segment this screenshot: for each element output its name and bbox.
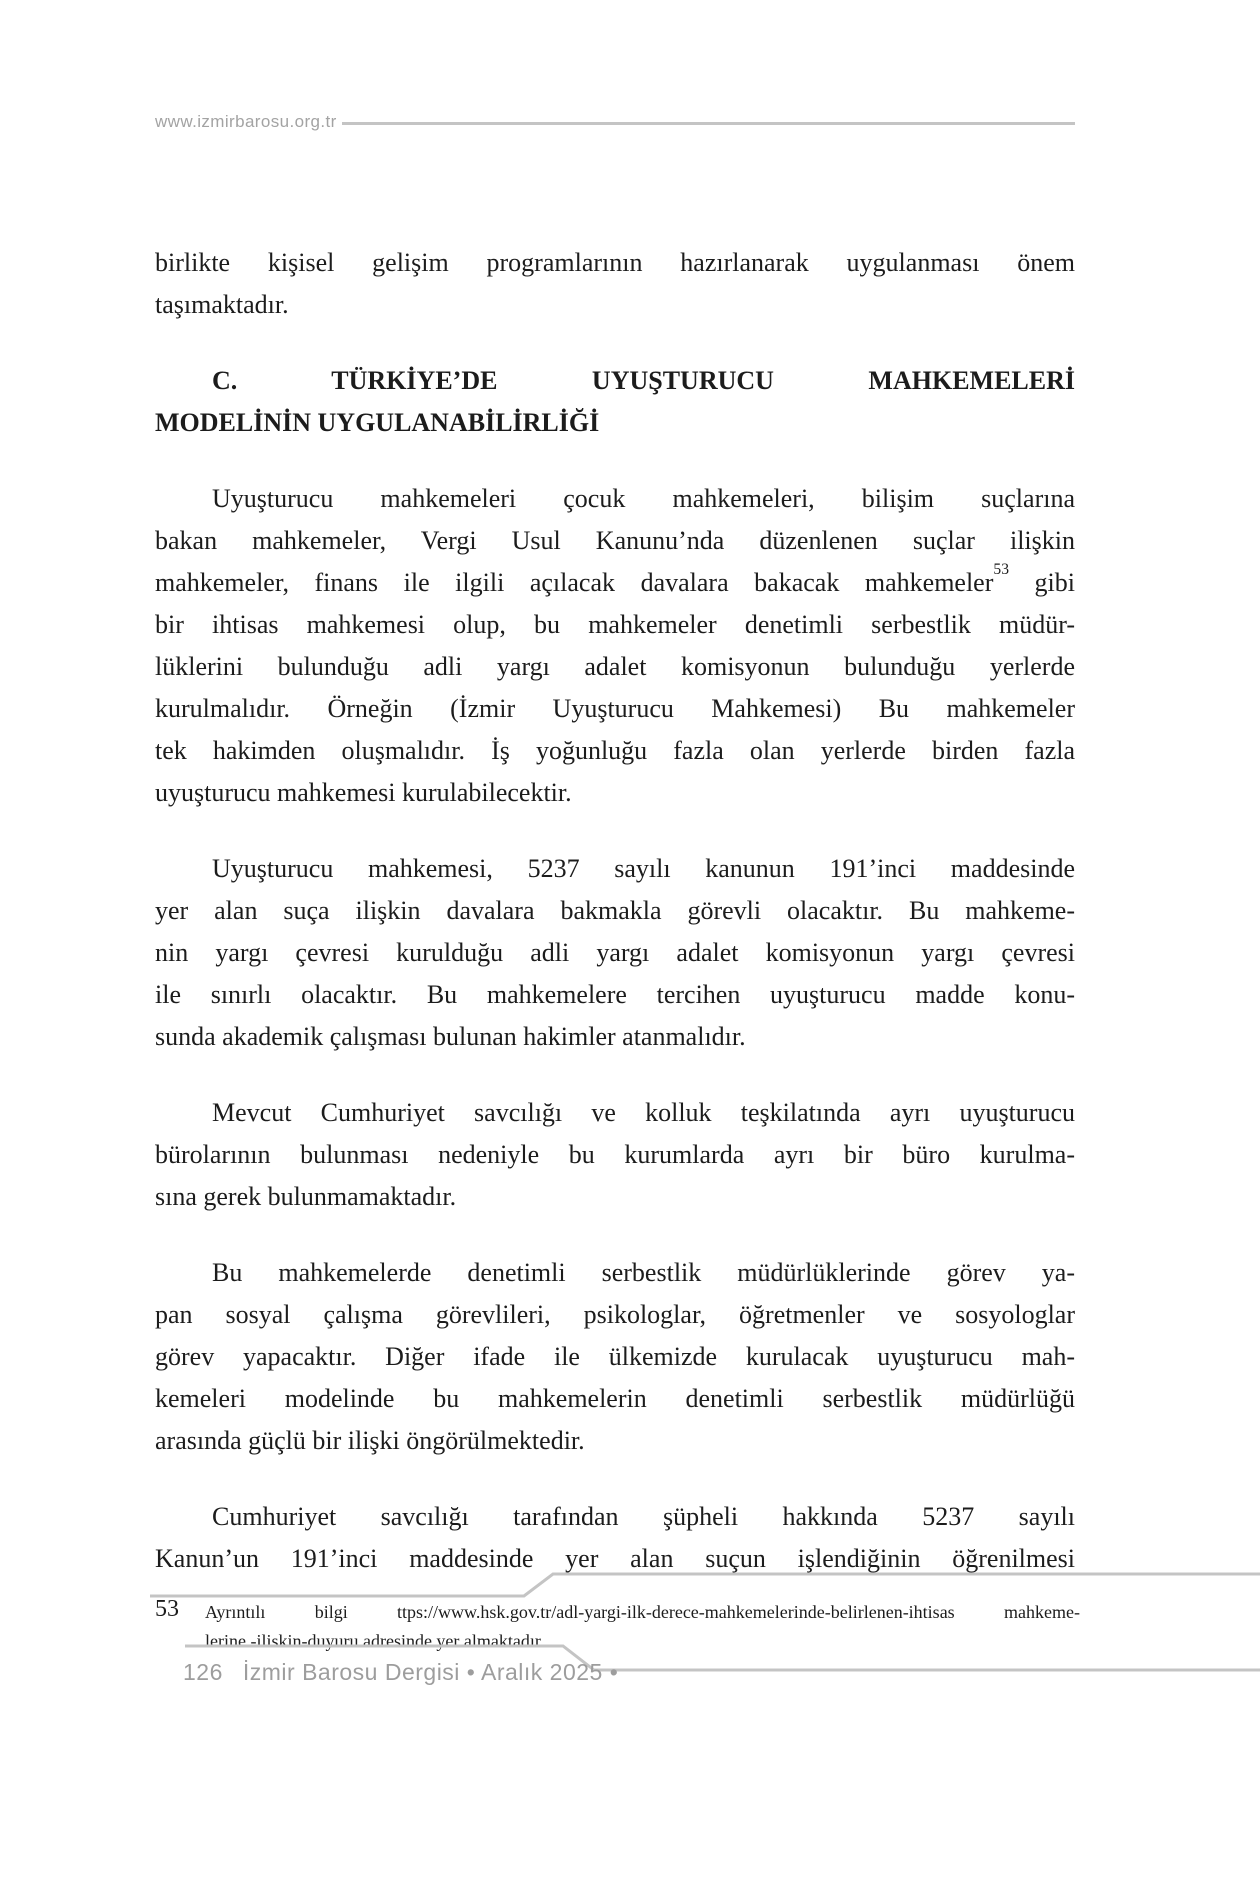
text-line: C. TÜRKİYE’DE UYUŞTURUCU MAHKEMELERİ: [212, 366, 1075, 395]
continuation-paragraph: [155, 242, 1075, 326]
text-line: kemeleri modelinde bu mahkemelerin denetimli serbestlik müdürlüğü: [155, 1384, 1075, 1413]
text-line: Uyuşturucu mahkemeleri çocuk mahkemeleri, bilişim suçlarına: [212, 484, 1075, 513]
text-line: bir ihtisas mahkemesi olup, bu mahkemeler denetimli serbestlik müdür-: [155, 610, 1075, 639]
footer-page-number: 126: [183, 1659, 223, 1685]
text-line: tek hakimden oluşmalıdır. İş yoğunluğu fazla olan yerlerde birden fazla: [155, 736, 1075, 765]
text-line: ile sınırlı olacaktır. Bu mahkemelere tercihen uyuşturucu madde konu-: [155, 980, 1075, 1009]
text-line: Ayrıntılı bilgi ttps://www.hsk.gov.tr/adl-yargi-ilk-derece-mahkemelerinde-belirlenen-ihtisas mahkeme-: [205, 1602, 1080, 1622]
paragraph: [155, 478, 1075, 814]
text-line: kurulmalıdır. Örneğin (İzmir Uyuşturucu Mahkemesi) Bu mahkemeler: [155, 694, 1075, 723]
text-segment: gibi: [1008, 568, 1075, 597]
header-rule: [342, 122, 1075, 125]
text-line: Cumhuriyet savcılığı tarafından şüpheli hakkında 5237 sayılı: [212, 1502, 1075, 1531]
text-line: nin yargı çevresi kurulduğu adli yargı adalet komisyonun yargı çevresi: [155, 938, 1075, 967]
text-line: lüklerini bulunduğu adli yargı adalet komisyonun bulunduğu yerlerde: [155, 652, 1075, 681]
text-line: MODELİNİN UYGULANABİLİRLİĞİ: [155, 408, 600, 437]
text-line: yer alan suça ilişkin davalara bakmakla görevli olacaktır. Bu mahkeme-: [155, 896, 1075, 925]
text-line: Uyuşturucu mahkemesi, 5237 sayılı kanunun 191’inci maddesinde: [212, 854, 1075, 883]
text-line: taşımaktadır.: [155, 290, 289, 319]
page-footer: [183, 1659, 618, 1686]
text-line: Bu mahkemelerde denetimli serbestlik müdürlüklerinde görev ya-: [212, 1258, 1075, 1287]
footer-journal-title: İzmir Barosu Dergisi • Aralık 2025 •: [242, 1659, 619, 1685]
footnote-reference: 53: [993, 561, 1009, 579]
text-line: uyuşturucu mahkemesi kurulabilecektir.: [155, 778, 572, 807]
text-line: bakan mahkemeler, Vergi Usul Kanunu’nda düzenlenen suçlar ilişkin: [155, 526, 1075, 555]
text-line: birlikte kişisel gelişim programlarının hazırlanarak uygulanması önem: [155, 248, 1075, 277]
text-line: [155, 562, 1075, 604]
text-line: Kanun’un 191’inci maddesinde yer alan suçun işlendiğinin öğrenilmesi: [155, 1544, 1075, 1573]
section-heading: [155, 360, 1075, 444]
paragraph: [155, 1092, 1075, 1218]
paragraph: [155, 848, 1075, 1058]
text-line: görev yapacaktır. Diğer ifade ile ülkemizde kurulacak uyuşturucu mah-: [155, 1342, 1075, 1371]
footnote-number: 53: [155, 1596, 179, 1622]
header-site-url: www.izmirbarosu.org.tr: [155, 112, 337, 131]
text-line: Mevcut Cumhuriyet savcılığı ve kolluk teşkilatında ayrı uyuşturucu: [212, 1098, 1075, 1127]
text-line: bürolarının bulunması nedeniyle bu kurumlarda ayrı bir büro kurulma-: [155, 1140, 1075, 1169]
text-line: sına gerek bulunmamaktadır.: [155, 1182, 457, 1211]
text-line: sunda akademik çalışması bulunan hakimler atanmalıdır.: [155, 1022, 746, 1051]
text-line: pan sosyal çalışma görevlileri, psikologlar, öğretmenler ve sosyologlar: [155, 1300, 1075, 1329]
article-body: [155, 242, 1075, 1614]
text-segment: mahkemeler, finans ile ilgili açılacak davalara bakacak mahkemeler: [155, 568, 994, 597]
text-line: lerine -iliskin-duyuru adresinde yer almaktadır.: [205, 1631, 545, 1651]
page-header: [155, 112, 1075, 132]
text-line: arasında güçlü bir ilişki öngörülmektedir.: [155, 1426, 585, 1455]
paragraph: [155, 1252, 1075, 1462]
